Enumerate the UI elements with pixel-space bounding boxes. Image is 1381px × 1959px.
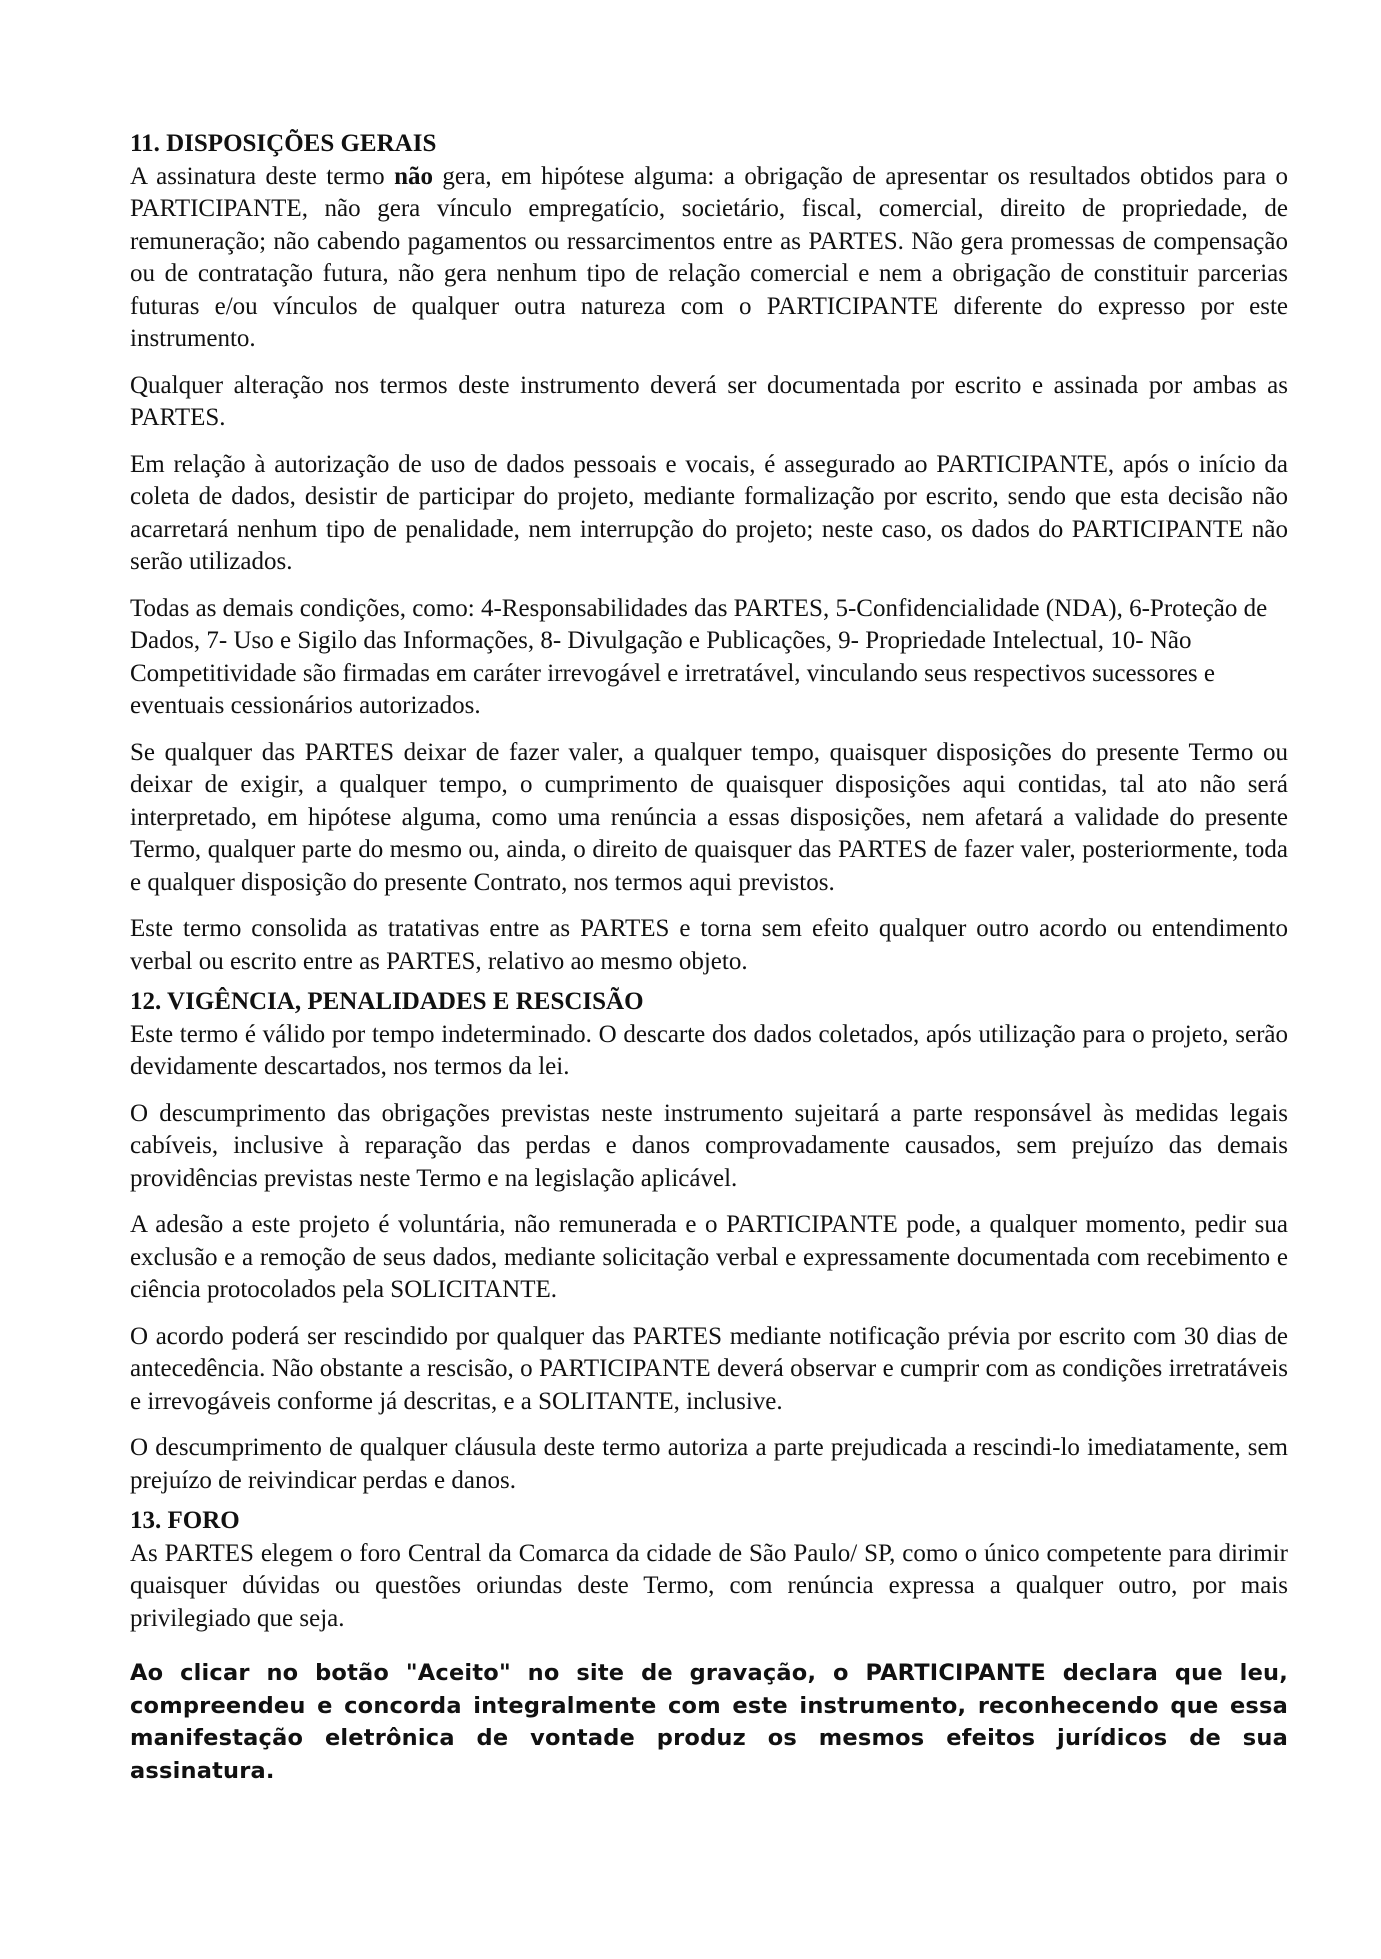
section-11-paragraph-5: Se qualquer das PARTES deixar de fazer valer, a qualquer tempo, quaisquer disposições do presente Termo ou deixar de exigir, a qualquer tempo, o cumprimento de quaisquer disposições aqui contidas, tal ato não será interpretado, em hipótese alguma, como uma renúncia a essas disposições, nem afetará a validade do presente Termo, qualquer parte do mesmo ou, ainda, o direito de quaisquer das PARTES de fazer valer, posteriormente, toda e qualquer disposição do presente Contrato, nos termos aqui previstos. <box>130 738 1288 896</box>
acceptance-statement: Ao clicar no botão "Aceito" no site de gravação, o PARTICIPANTE declara que leu, compreendeu e concorda integralmente com este instrumento, reconhecendo que essa manifestação eletrônica de vontade produz os mesmos efeitos jurídicos de sua assinatura. <box>130 1660 1288 1784</box>
section-11-paragraph-1 <box>130 161 1288 356</box>
section-11-title: 11. DISPOSIÇÕES GERAIS <box>130 130 437 157</box>
section-13-title: 13. FORO <box>130 1507 240 1534</box>
section-11-paragraph-3: Em relação à autorização de uso de dados pessoais e vocais, é assegurado ao PARTICIPANTE, após o início da coleta de dados, desistir de participar do projeto, mediante formalização por escrito, sendo que esta decisão não acarretará nenhum tipo de penalidade, nem interrupção do projeto; neste caso, os dados do PARTICIPANTE não serão utilizados. <box>130 450 1288 575</box>
paragraph-text: A assinatura deste termo <box>130 162 395 190</box>
section-13-paragraph-1: As PARTES elegem o foro Central da Comarca da cidade de São Paulo/ SP, como o único competente para dirimir quaisquer dúvidas ou questões oriundas deste Termo, com renúncia expressa a qualquer outro, por mais privilegiado que seja. <box>130 1539 1288 1632</box>
section-12-title: 12. VIGÊNCIA, PENALIDADES E RESCISÃO <box>130 988 644 1015</box>
paragraph-text: gera, em hipótese alguma: a obrigação de apresentar os resultados obtidos para o PARTICIPANTE, não gera vínculo empregatício, societário, fiscal, comercial, direito de propriedade, de remuneração; não cabendo pagamentos ou ressarcimentos entre as PARTES. Não gera promessas de compensação ou de contratação futura, não gera nenhum tipo de relação comercial e nem a obrigação de constituir parcerias futuras e/ou vínculos de qualquer outra natureza com o PARTICIPANTE diferente do expresso por este instrumento. <box>130 162 1288 352</box>
section-12-paragraph-1: Este termo é válido por tempo indeterminado. O descarte dos dados coletados, após utilização para o projeto, serão devidamente descartados, nos termos da lei. <box>130 1020 1288 1080</box>
section-12-paragraph-3: A adesão a este projeto é voluntária, não remunerada e o PARTICIPANTE pode, a qualquer momento, pedir sua exclusão e a remoção de seus dados, mediante solicitação verbal e expressamente documentada com recebimento e ciência protocolados pela SOLICITANTE. <box>130 1211 1288 1303</box>
bold-word: não <box>394 162 433 190</box>
section-12-paragraph-2: O descumprimento das obrigações previstas neste instrumento sujeitará a parte responsável às medidas legais cabíveis, inclusive à reparação das perdas e danos comprovadamente causados, sem prejuízo das demais providências previstas neste Termo e na legislação aplicável. <box>130 1099 1288 1192</box>
section-11-paragraph-4: Todas as demais condições, como: 4-Responsabilidades das PARTES, 5-Confidencialidade (NDA), 6-Proteção de Dados, 7- Uso e Sigilo das Informações, 8- Divulgação e Publicações, 9- Propriedade Intelectual, 10- Não Competitividade são firmadas em caráter irrevogável e irretratável, vinculando seus respectivos sucessores e eventuais cessionários autorizados. <box>130 594 1268 719</box>
section-11-paragraph-6: Este termo consolida as tratativas entre as PARTES e torna sem efeito qualquer outro acordo ou entendimento verbal ou escrito entre as PARTES, relativo ao mesmo objeto. <box>130 915 1288 975</box>
section-12-paragraph-5: O descumprimento de qualquer cláusula deste termo autoriza a parte prejudicada a rescindi-lo imediatamente, sem prejuízo de reivindicar perdas e danos. <box>130 1434 1288 1494</box>
section-12-paragraph-4: O acordo poderá ser rescindido por qualquer das PARTES mediante notificação prévia por escrito com 30 dias de antecedência. Não obstante a rescisão, o PARTICIPANTE deverá observar e cumprir com as condições irretratáveis e irrevogáveis conforme já descritas, e a SOLITANTE, inclusive. <box>130 1322 1288 1415</box>
section-11-paragraph-2: Qualquer alteração nos termos deste instrumento deverá ser documentada por escrito e assinada por ambas as PARTES. <box>130 371 1288 431</box>
document-page <box>130 128 1288 1801</box>
